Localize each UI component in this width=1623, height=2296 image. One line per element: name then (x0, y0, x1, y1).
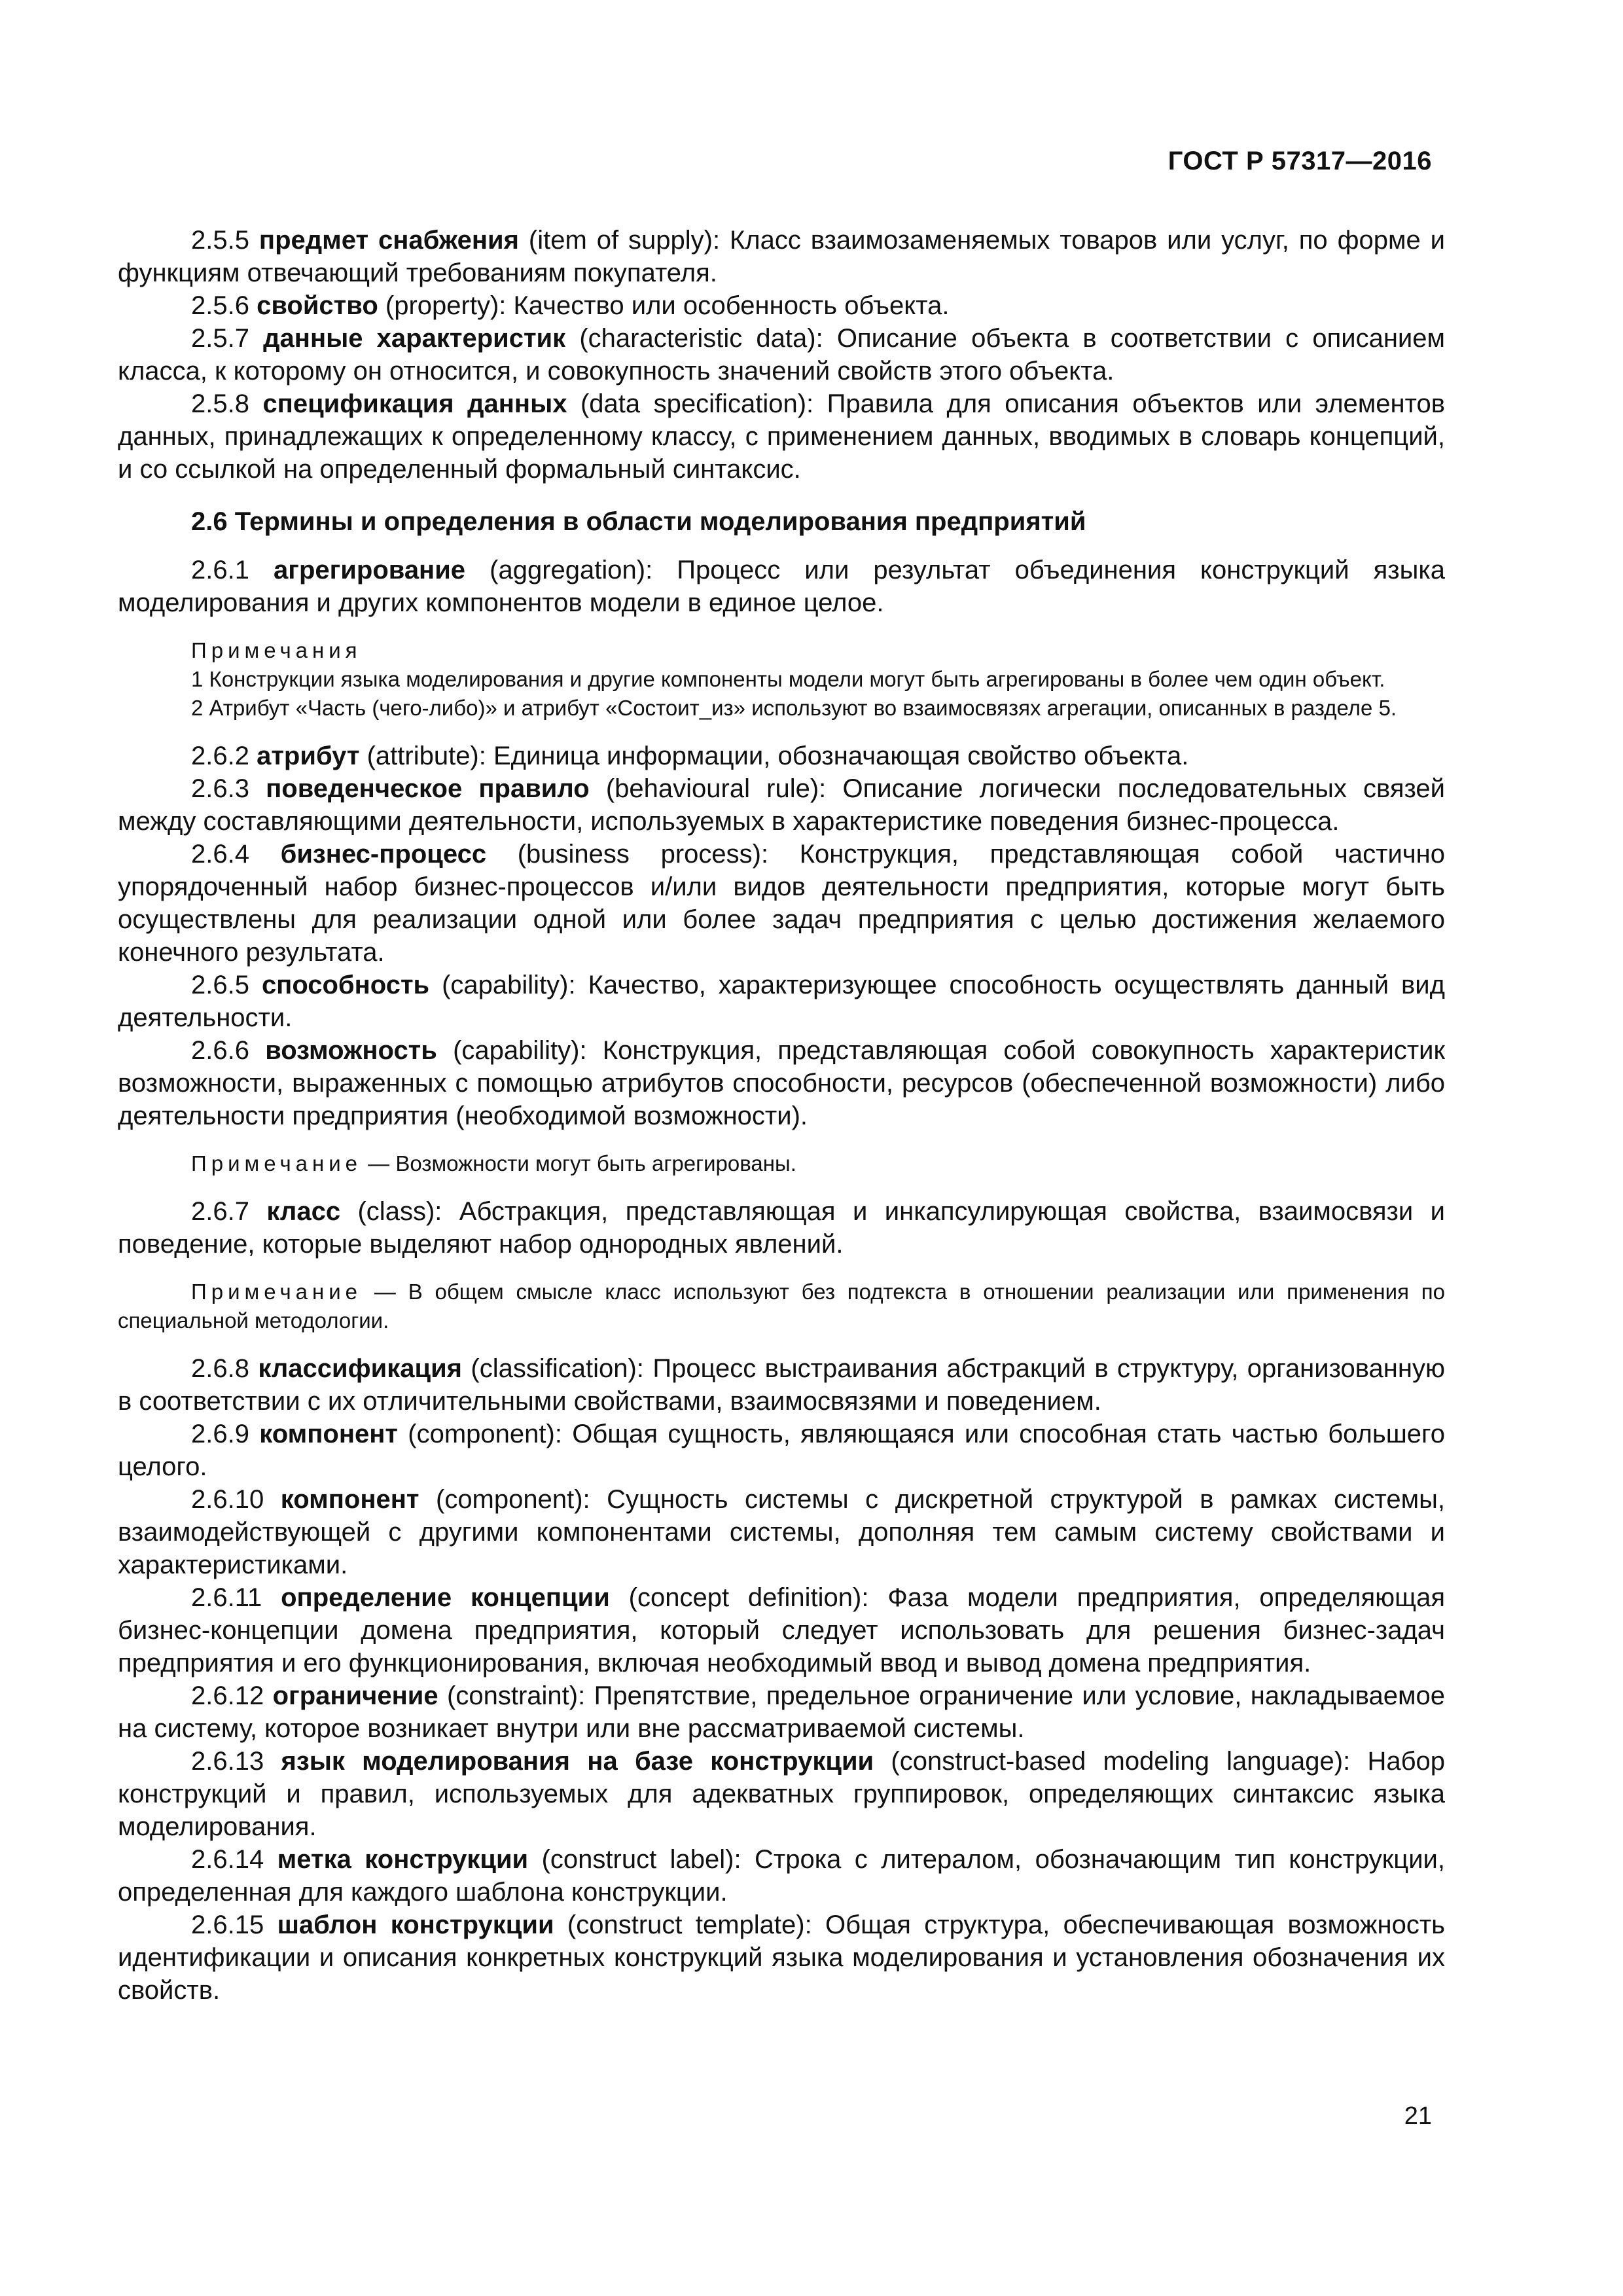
term: предмет снабжения (259, 226, 519, 255)
term: спецификация данных (262, 389, 567, 418)
note (118, 1278, 1445, 1335)
term: классификация (258, 1354, 462, 1383)
term: ограничение (272, 1681, 438, 1710)
clause-number: 2.6.3 (191, 774, 249, 803)
term: компонент (259, 1420, 399, 1448)
definition-paragraph (118, 1352, 1445, 1418)
clause-number: 2.6.12 (191, 1681, 264, 1710)
definition-paragraph (118, 772, 1445, 838)
note-label: Примечание (191, 1280, 363, 1304)
definition-paragraph (118, 1679, 1445, 1745)
definition-text: (business process): Конструкция, представляющая собой частично упорядоченный набор бизнес-процессов и/или видов деятельности предприятия, которые могут быть осуществлены для реализации одной или более задач предприятия с целью достижения желаемого конечного результата. (118, 840, 1445, 967)
note-text: В общем смысле класс используют без подтекста в отношении реализации или применения по специальной методологии. (118, 1280, 1445, 1333)
clause-number: 2.5.6 (191, 291, 249, 320)
note (118, 1149, 1445, 1178)
definition-paragraph (118, 1195, 1445, 1261)
term: агрегирование (274, 556, 466, 584)
note-text: Возможности могут быть агрегированы. (395, 1151, 796, 1175)
definition-text: (classification): Процесс выстраивания абстракций в структуру, организованную в соответствии с их отличительными свойствами, взаимосвязями и поведением. (118, 1354, 1445, 1416)
definition-paragraph (118, 838, 1445, 969)
note-item: 1 Конструкции языка моделирования и другие компоненты модели могут быть агрегированы в более чем один объект. (191, 667, 1385, 691)
term: данные характеристик (263, 324, 566, 353)
clause-number: 2.5.5 (191, 226, 249, 255)
definition-paragraph (118, 289, 1445, 322)
clause-number: 2.6.8 (191, 1354, 249, 1383)
clause-number: 2.6.2 (191, 742, 249, 770)
definition-text: (capability): Качество, характеризующее способность осуществлять данный вид деятельности. (118, 971, 1445, 1032)
definition-text: (behavioural rule): Описание логически последовательных связей между составляющими деятельности, используемых в характеристике поведения бизнес-процесса. (118, 774, 1445, 836)
clause-number: 2.6.15 (191, 1910, 264, 1939)
note-item: 2 Атрибут «Часть (чего-либо)» и атрибут «Состоит_из» используют во взаимосвязях агрегации, описанных в разделе 5. (191, 696, 1397, 720)
definition-paragraph (118, 224, 1445, 289)
definition-text: (construct template): Общая структура, обеспечивающая возможность идентификации и описания конкретных конструкций языка моделирования и установления обозначения их свойств. (118, 1910, 1445, 2005)
clause-number: 2.6.11 (191, 1583, 262, 1612)
clause-number: 2.6.5 (191, 971, 249, 999)
definition-paragraph (118, 1909, 1445, 2007)
definition-paragraph (118, 740, 1445, 772)
definition-text: (data specification): Правила для описания объектов или элементов данных, принадлежащих к определенному классу, с применением данных, вводимых в словарь концепций, и со ссылкой на определенный формальный синтаксис. (118, 389, 1446, 484)
definition-text: (concept definition): Фаза модели предприятия, определяющая бизнес-концепции домена предприятия, который следует использовать для решения бизнес-задач предприятия и его функционирования, включая необходимый ввод и вывод домена предприятия. (118, 1583, 1445, 1677)
term: возможность (265, 1036, 437, 1065)
term: язык моделирования на базе конструкции (281, 1747, 874, 1776)
clause-number: 2.5.8 (191, 389, 249, 418)
definition-paragraph (118, 969, 1445, 1034)
term: компонент (280, 1485, 419, 1514)
definition-paragraph (118, 1418, 1445, 1483)
clause-number: 2.6.6 (191, 1036, 249, 1065)
note-label: Примечание (191, 1151, 363, 1175)
definition-text: (aggregation): Процесс или результат объединения конструкций языка моделирования и других компонентов модели в единое целое. (118, 556, 1445, 617)
definition-paragraph (118, 1581, 1445, 1679)
term: поведенческое правило (266, 774, 590, 803)
clause-number: 2.6.13 (191, 1747, 264, 1776)
note-dash: — (362, 1280, 408, 1304)
definition-text: (attribute): Единица информации, обозначающая свойство объекта. (359, 742, 1189, 770)
definition-paragraph (118, 554, 1445, 619)
page-number: 21 (1404, 2102, 1432, 2130)
definition-text: (constraint): Препятствие, предельное ограничение или условие, накладываемое на систему, которое возникает внутри или вне рассматриваемой системы. (118, 1681, 1445, 1743)
clause-number: 2.6.10 (191, 1485, 264, 1514)
clause-number: 2.5.7 (191, 324, 249, 353)
term: способность (261, 971, 430, 999)
note-dash: — (362, 1151, 396, 1175)
clause-number: 2.6.14 (191, 1845, 264, 1874)
definition-paragraph (118, 387, 1445, 486)
definition-paragraph (118, 1745, 1445, 1843)
page-content (118, 224, 1445, 2007)
term: шаблон конструкции (277, 1910, 554, 1939)
notes-heading (118, 636, 1445, 665)
definition-text: (capability): Конструкция, представляющая собой совокупность характеристик возможности, выраженных с помощью атрибутов способности, ресурсов (обеспеченной возможности) либо деятельности предприятия (необходимой возможности). (118, 1036, 1445, 1130)
definition-text: (construct-based modeling language): Набор конструкций и правил, используемых для адекватных группировок, определяющих синтаксис языка моделирования. (118, 1747, 1445, 1841)
definition-paragraph (118, 1034, 1445, 1132)
clause-number: 2.6.7 (191, 1197, 249, 1226)
notes-label: Примечания (191, 638, 362, 662)
term: свойство (257, 291, 378, 320)
term: определение концепции (281, 1583, 610, 1612)
definition-text: (item of supply): Класс взаимозаменяемых товаров или услуг, по форме и функциям отвечающий требованиям покупателя. (118, 226, 1445, 287)
definition-text: (characteristic data): Описание объекта в соответствии с описанием класса, к которому он относится, и совокупность значений свойств этого объекта. (118, 324, 1445, 386)
term: бизнес-процесс (280, 840, 487, 869)
definition-paragraph (118, 1483, 1445, 1581)
document-id-header: ГОСТ Р 57317—2016 (1168, 147, 1432, 175)
definition-paragraph (118, 322, 1445, 387)
term: атрибут (257, 742, 360, 770)
definition-text: (component): Сущность системы с дискретной структурой в рамках системы, взаимодействующей с другими компонентами системы, дополняя тем самым систему свойствами и характеристиками. (118, 1485, 1445, 1579)
definition-paragraph (118, 1843, 1445, 1909)
definition-text: (construct label): Строка с литералом, обозначающим тип конструкции, определенная для каждого шаблона конструкции. (118, 1845, 1446, 1907)
clause-number: 2.6.1 (191, 556, 249, 584)
definition-text: (property): Качество или особенность объекта. (378, 291, 950, 320)
term: метка конструкции (277, 1845, 529, 1874)
clause-number: 2.6.9 (191, 1420, 249, 1448)
section-title: 2.6 Термины и определения в области моделирования предприятий (191, 507, 1086, 536)
definition-text: (class): Абстракция, представляющая и инкапсулирующая свойства, взаимосвязи и поведение, которые выделяют набор однородных явлений. (118, 1197, 1446, 1259)
clause-number: 2.6.4 (191, 840, 249, 869)
term: класс (266, 1197, 341, 1226)
definition-text: (component): Общая сущность, являющаяся или способная стать частью большего целого. (118, 1420, 1445, 1481)
